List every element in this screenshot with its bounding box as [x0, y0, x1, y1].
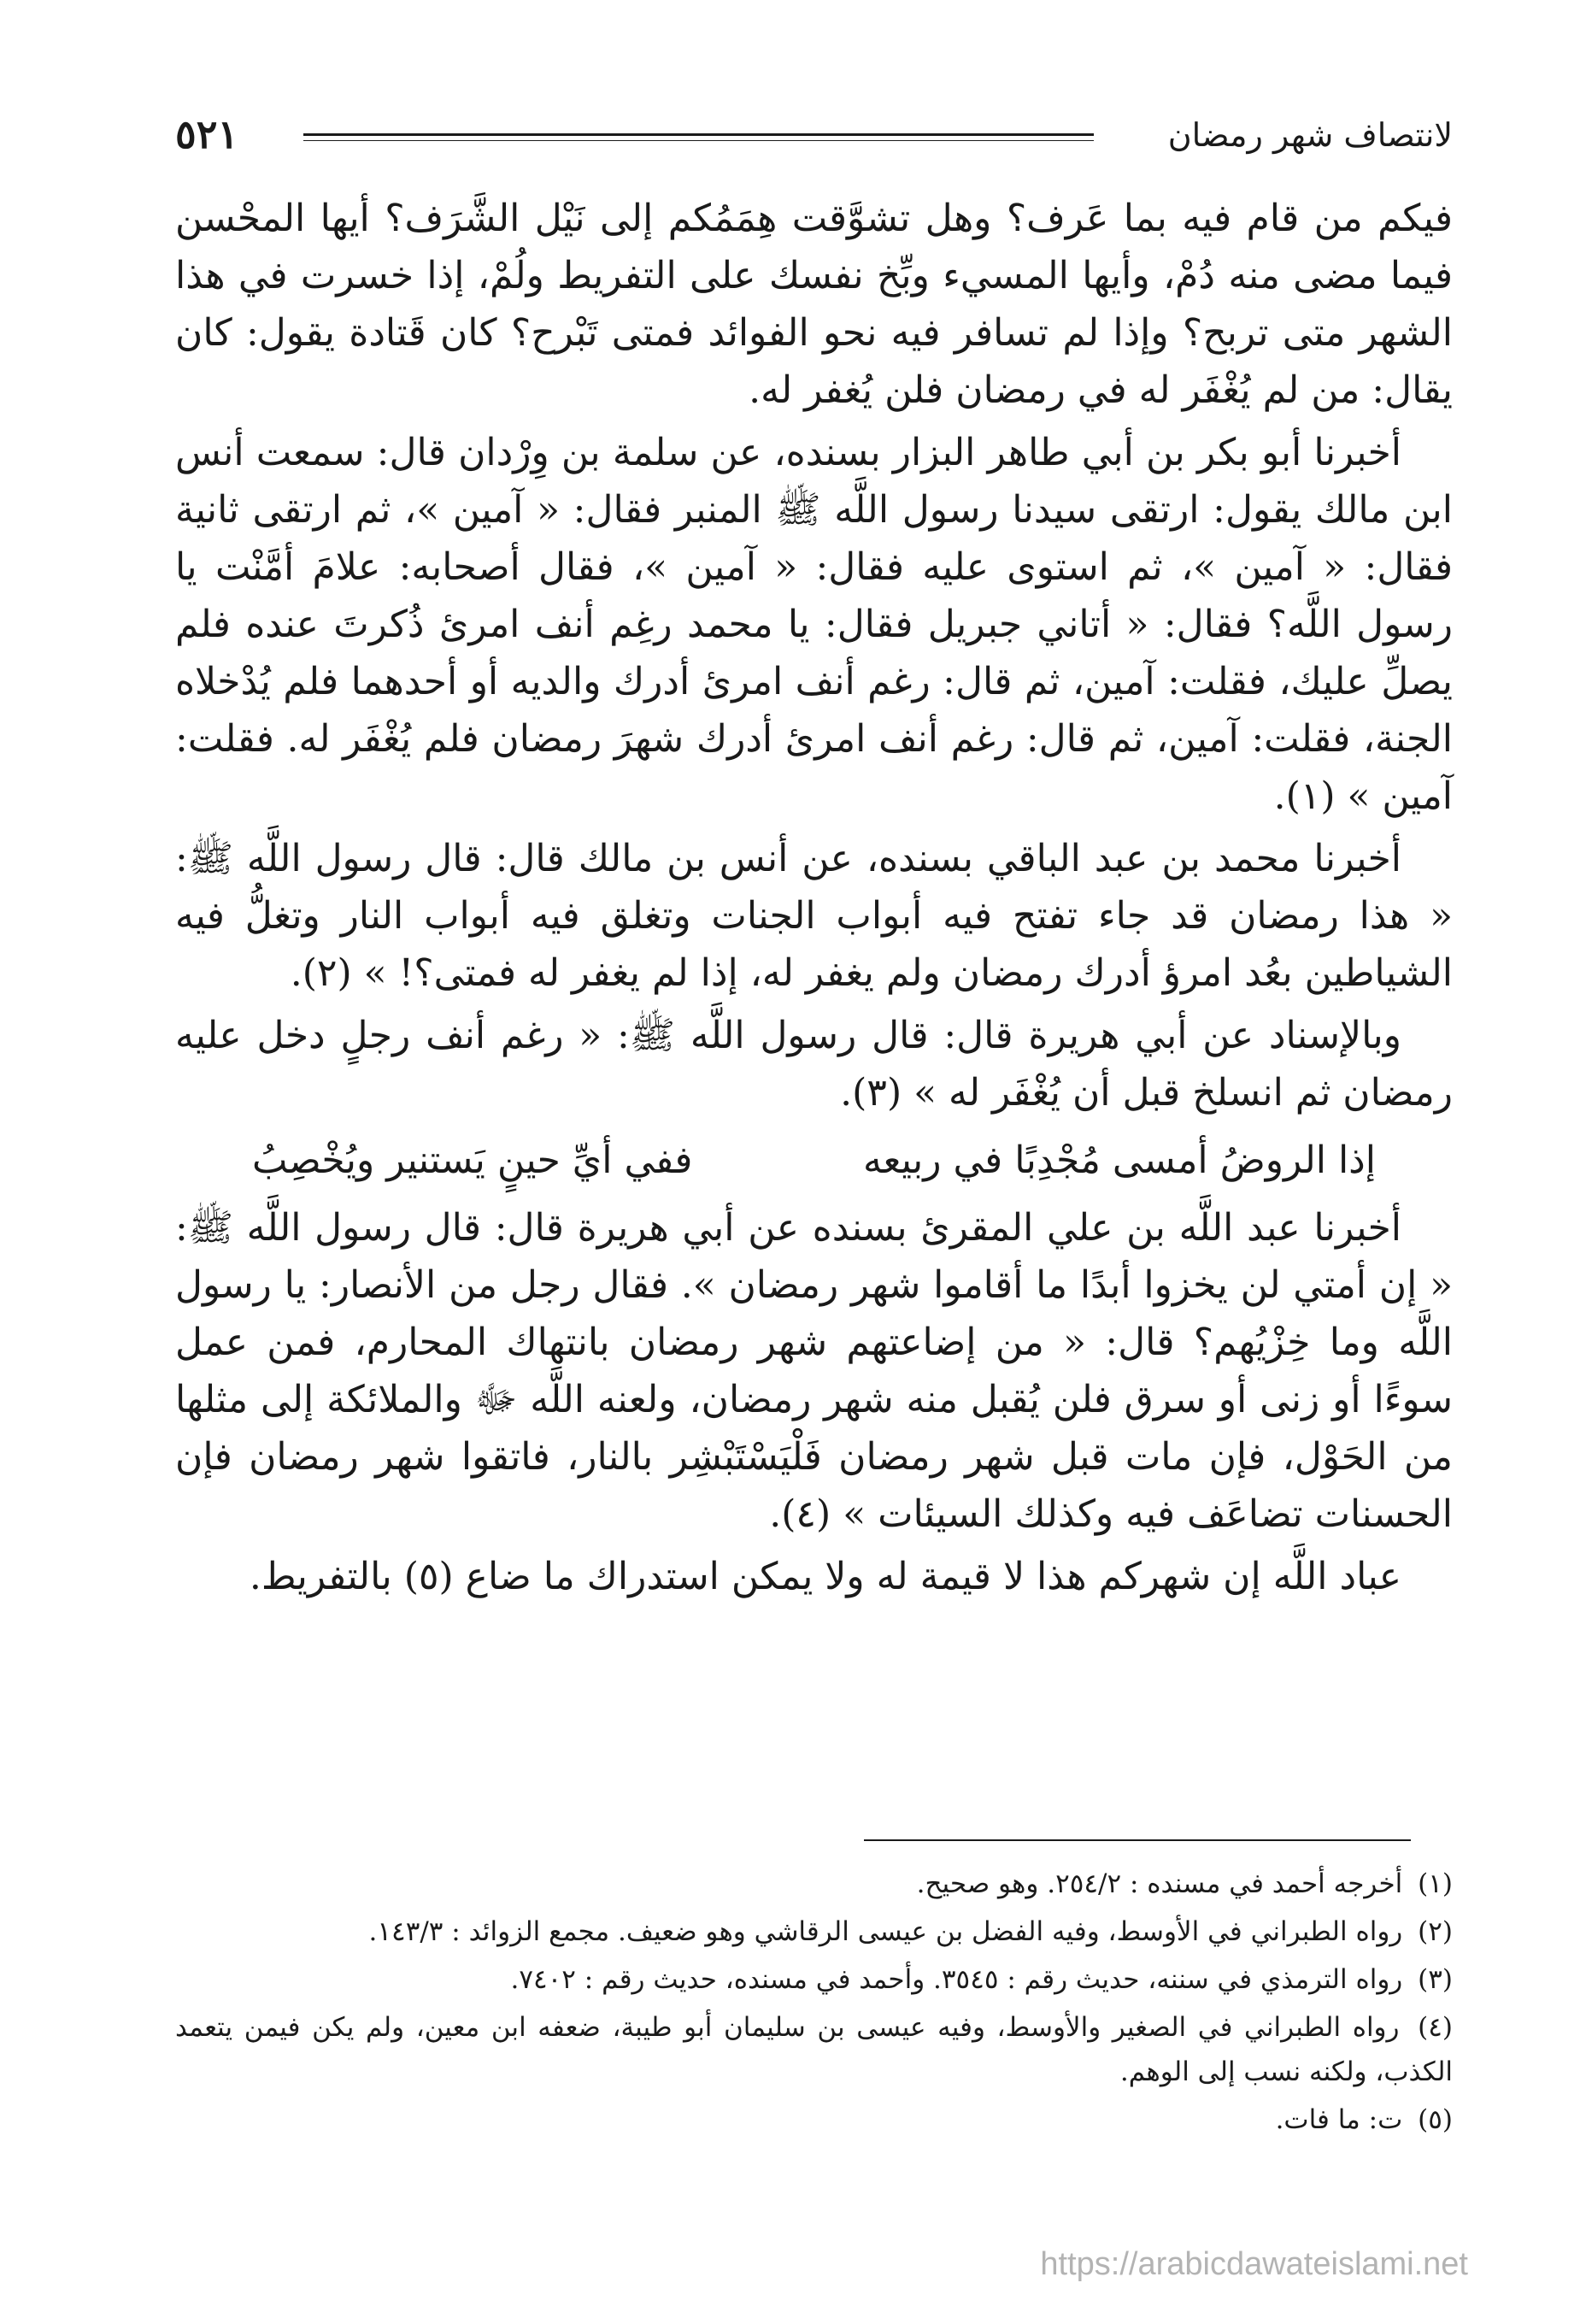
footnote [175, 1957, 1453, 2002]
paragraph: وبالإسناد عن أبي هريرة قال: قال رسول اللَّه ﷺ: « رغم أنف رجلٍ دخل عليه رمضان ثم انسلخ قبل أن يُغْفَر له » (٣). [175, 1014, 1453, 1115]
footnotes [175, 1862, 1453, 2145]
header-rule-thin [303, 140, 1094, 141]
footnote [175, 2005, 1453, 2094]
footnote [175, 2097, 1453, 2142]
header-rule [303, 133, 1094, 136]
footnote-separator [864, 1839, 1411, 1841]
running-header [175, 111, 1453, 171]
footnote-number: (٥) [1418, 2104, 1453, 2135]
footnote-text: رواه الترمذي في سننه، حديث رقم : ٣٥٤٥. وأحمد في مسنده، حديث رقم : ٧٤٠٢. [510, 1964, 1403, 1995]
footnote-number: (١) [1418, 1868, 1453, 1899]
verse-hemistich-first: إذا الروضُ أمسى مُجْدِبًا في ربيعه [862, 1138, 1376, 1182]
paragraph: أخبرنا محمد بن عبد الباقي بسنده، عن أنس بن مالك قال: قال رسول اللَّه ﷺ: « هذا رمضان قد جاء تفتح فيه أبواب الجنات وتغلق فيه أبواب النار وتغلُّ فيه الشياطين بعُد امرؤ أدرك رمضان ولم يغفر له، إذا لم يغفر له فمتى؟! » (٢). [175, 837, 1453, 995]
paragraph: أخبرنا عبد اللَّه بن علي المقرئ بسنده عن أبي هريرة قال: قال رسول اللَّه ﷺ: « إن أمتي لن يخزوا أبدًا ما أقاموا شهر رمضان ». فقال رجل من الأنصار: يا رسول اللَّه وما خِزْيُهم؟ قال: « من إضاعتهم شهر رمضان بانتهاك المحارم، فمن عمل سوءًا أو زنى أو سرق فلن يُقبل منه شهر رمضان، ولعنه اللَّه ﷻ والملائكة إلى مثلها من الحَوْل، فإن مات قبل شهر رمضان فَلْيَسْتَبْشِر بالنار، فاتقوا شهر رمضان فإن الحسنات تضاعَف فيه وكذلك السيئات » (٤). [175, 1206, 1453, 1536]
paragraph: فيكم من قام فيه بما عَرف؟ وهل تشوَّقت هِمَمُكم إلى نَيْل الشَّرَف؟ أيها المحْسن فيما مضى منه دُمْ، وأيها المسيء وبِّخ نفسك على التفريط ولُمْ، إذا خسرت في هذا الشهر متى تربح؟ وإذا لم تسافر فيه نحو الفوائد فمتى تَبْرح؟ كان قَتادة يقول: كان يقال: من لم يُغْفَر له في رمضان فلن يُغفر له. [175, 197, 1454, 412]
footnote-text: ت: ما فات. [1275, 2104, 1403, 2135]
footnote-text: أخرجه أحمد في مسنده : ٢٥٤/٢. وهو صحيح. [916, 1868, 1403, 1899]
paragraph: أخبرنا أبو بكر بن أبي طاهر البزار بسنده، عن سلمة بن وِرْدان قال: سمعت أنس ابن مالك يقول: ارتقى سيدنا رسول اللَّه ﷺ المنبر فقال: « آمين »، ثم ارتقى ثانية فقال: « آمين »، ثم استوى عليه فقال: « آمين »، فقال أصحابه: علامَ أمَّنْت يا رسول اللَّه؟ فقال: « أتاني جبريل فقال: يا محمد رغِم أنف امرئ ذُكرتَ عنده فلم يصلِّ عليك، فقلت: آمين، ثم قال: رغم أنف امرئ أدرك والديه أو أحدهما فلم يُدْخلاه الجنة، فقلت: آمين، ثم قال: رغم أنف امرئ أدرك شهرَ رمضان فلم يُغْفَر له. فقلت: آمين » (١). [175, 431, 1454, 818]
verse-hemistich-second: ففي أيِّ حينٍ يَستنير ويُخْصِبُ [252, 1138, 693, 1182]
footnote-number: (٤) [1418, 2012, 1453, 2043]
watermark-url: https://arabicdawateislami.net [1040, 2246, 1468, 2282]
footnote-number: (٢) [1418, 1916, 1453, 1947]
main-text [175, 190, 1453, 1610]
page-number: ٥٢١ [175, 111, 239, 157]
paragraph: عباد اللَّه إن شهركم هذا لا قيمة له ولا يمكن استدراك ما ضاع (٥) بالتفريط. [249, 1555, 1401, 1598]
footnote-text: رواه الطبراني في الصغير والأوسط، وفيه عيسى بن سليمان أبو طيبة، ضعفه ابن معين، ولم يكن فيمن يتعمد الكذب، ولكنه نسب إلى الوهم. [175, 2012, 1453, 2087]
footnote-text: رواه الطبراني في الأوسط، وفيه الفضل بن عيسى الرقاشي وهو ضعيف. مجمع الزوائد : ١٤٣/٣. [368, 1916, 1403, 1947]
footnote [175, 1909, 1453, 1954]
header-title: لانتصاف شهر رمضان [1167, 116, 1453, 154]
footnote [175, 1862, 1453, 1906]
footnote-number: (٣) [1418, 1964, 1453, 1995]
poetry-verse [175, 1127, 1453, 1194]
